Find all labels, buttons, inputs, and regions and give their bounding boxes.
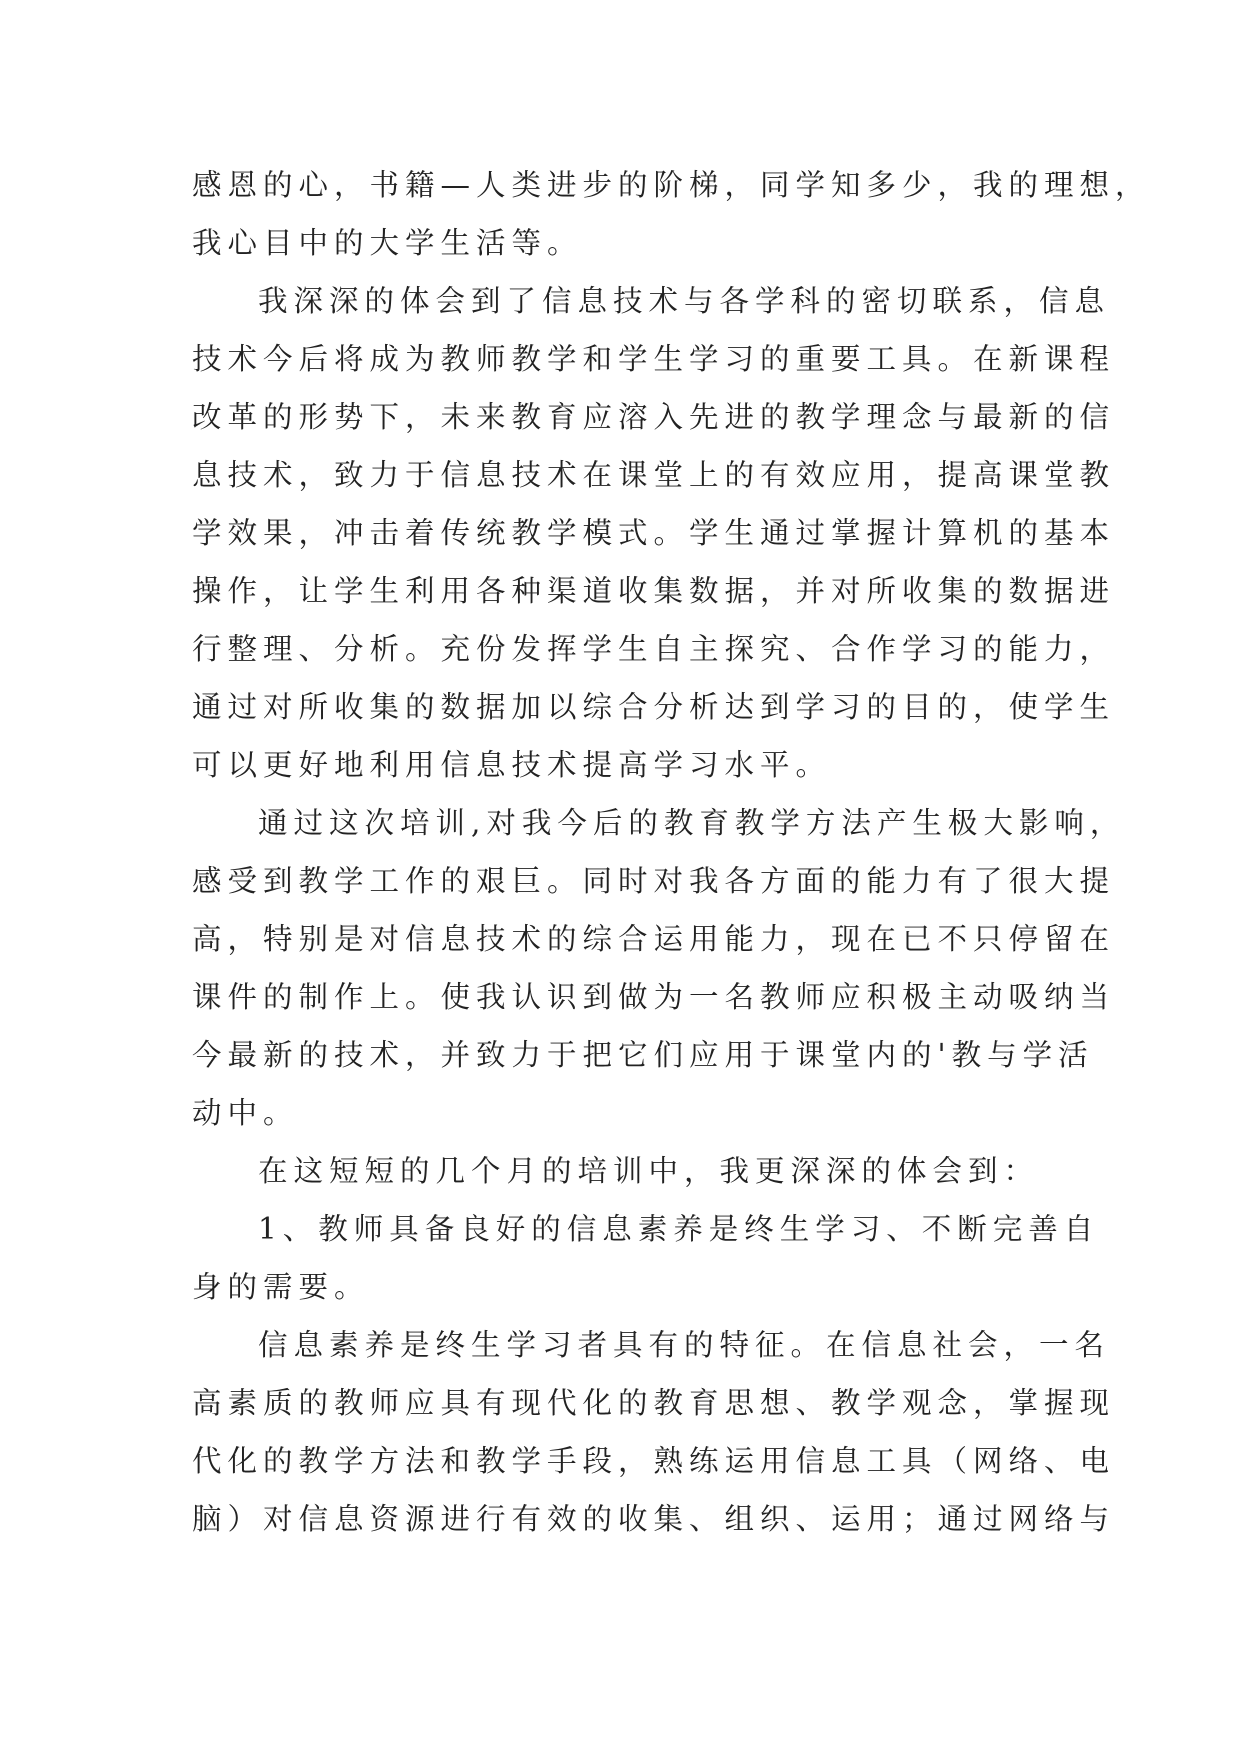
- text-line: 改革的形势下，未来教育应溶入先进的教学理念与最新的信: [192, 400, 1116, 434]
- text-line: 代化的教学方法和教学手段，熟练运用信息工具（网络、电: [192, 1444, 1116, 1478]
- text-line: 1、教师具备良好的信息素养是终生学习、不断完善自: [258, 1212, 1100, 1246]
- text-line: 操作，让学生利用各种渠道收集数据，并对所收集的数据进: [192, 574, 1116, 608]
- text-line: 信息素养是终生学习者具有的特征。在信息社会，一名: [258, 1328, 1111, 1362]
- text-line: 通过对所收集的数据加以综合分析达到学习的目的，使学生: [192, 690, 1116, 724]
- text-line: 我深深的体会到了信息技术与各学科的密切联系，信息: [258, 284, 1111, 318]
- text-line: 今最新的技术，并致力于把它们应用于课堂内的'教与学活: [192, 1038, 1094, 1072]
- text-line: 息技术，致力于信息技术在课堂上的有效应用，提高课堂教: [192, 458, 1116, 492]
- text-line: 行整理、分析。充份发挥学生自主探究、合作学习的能力，: [192, 632, 1116, 666]
- text-line: 感受到教学工作的艰巨。同时对我各方面的能力有了很大提: [192, 864, 1116, 898]
- text-line: 可以更好地利用信息技术提高学习水平。: [192, 748, 832, 782]
- text-line: 通过这次培训,对我今后的教育教学方法产生极大影响，: [258, 806, 1126, 840]
- text-line: 高，特别是对信息技术的综合运用能力，现在已不只停留在: [192, 922, 1116, 956]
- text-line: 我心目中的大学生活等。: [192, 226, 583, 260]
- text-line: 感恩的心，书籍—人类进步的阶梯，同学知多少，我的理想，: [192, 168, 1151, 202]
- document-body: [192, 156, 1151, 1548]
- text-line: 身的需要。: [192, 1270, 370, 1304]
- text-line: 脑）对信息资源进行有效的收集、组织、运用；通过网络与: [192, 1502, 1116, 1536]
- text-line: 在这短短的几个月的培训中，我更深深的体会到：: [258, 1154, 1040, 1188]
- text-line: 高素质的教师应具有现代化的教育思想、教学观念，掌握现: [192, 1386, 1116, 1420]
- text-line: 动中。: [192, 1096, 299, 1130]
- text-line: 课件的制作上。使我认识到做为一名教师应积极主动吸纳当: [192, 980, 1116, 1014]
- text-line: 学效果，冲击着传统教学模式。学生通过掌握计算机的基本: [192, 516, 1116, 550]
- text-line: 技术今后将成为教师教学和学生学习的重要工具。在新课程: [192, 342, 1116, 376]
